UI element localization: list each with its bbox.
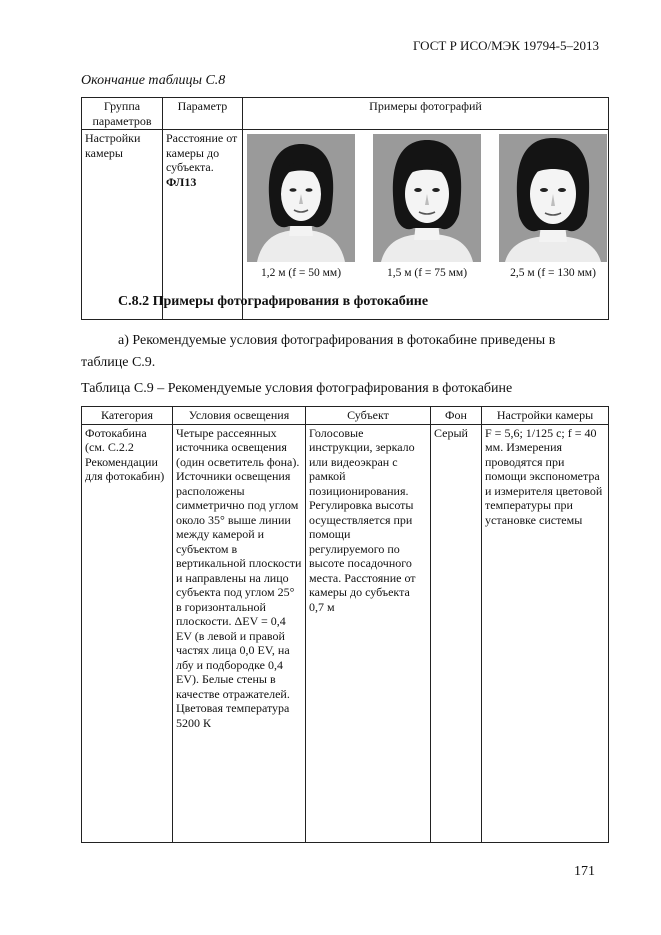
paragraph-a-line1: а) Рекомендуемые условия фотографирования в фотокабине приведены в: [118, 333, 556, 348]
table-c8-caption: Окончание таблицы С.8: [81, 73, 226, 88]
portrait-photo-2: [373, 134, 481, 262]
cell-photos: [243, 130, 609, 320]
photo-example-3: [499, 134, 607, 281]
cell-lighting: Четыре рассеянных источника освещения (один осветитель фона). Источники освещения расположены симметрично под углом около 35° выше линии между камерой и субъектом в вертикальной плоскости и направлены на лицо субъекта под углом 25° в горизонтальной плоскости. ΔEV = 0,4 EV (в левой и правой частях лица 0,0 EV, на лбу и подбородке 0,4 EV). Белые стены в качестве отражателей. Цветовая температура 5200 К: [173, 424, 306, 842]
table-header-subject: Субъект: [306, 407, 431, 425]
parameter-code: ФЛ13: [166, 174, 197, 189]
cell-group: Настройки камеры: [82, 130, 163, 320]
table-header-group: Группа параметров: [82, 98, 163, 130]
document-header: ГОСТ Р ИСО/МЭК 19794-5–2013: [412, 38, 599, 53]
page-number: 171: [574, 864, 595, 879]
table-header-examples: Примеры фотографий: [243, 98, 609, 130]
cell-category: Фотокабина (см. С.2.2 Рекомендации для фотокабин): [82, 424, 173, 842]
cell-camera-settings: F = 5,6; 1/125 с; f = 40 мм. Измерения проводятся при помощи экспонометра и измерителя цветовой температуры при установке системы: [482, 424, 609, 842]
photo-caption-1: 1,2 м (f = 50 мм): [260, 267, 342, 279]
photo-caption-2: 1,5 м (f = 75 мм): [386, 267, 468, 279]
cell-background: Серый: [431, 424, 482, 842]
portrait-photo-1: [247, 134, 355, 262]
photo-example-1: [247, 134, 355, 281]
table-c9: [81, 406, 609, 843]
table-header-camera-settings: Настройки камеры: [482, 407, 609, 425]
cell-parameter: [163, 130, 243, 320]
photo-example-2: [373, 134, 481, 281]
table-c9-caption: Таблица С.9 – Рекомендуемые условия фотографирования в фотокабине: [81, 381, 513, 396]
paragraph-a-line2: таблице С.9.: [81, 355, 156, 370]
table-header-parameter: Параметр: [163, 98, 243, 130]
table-header-lighting: Условия освещения: [173, 407, 306, 425]
cell-subject: Голосовые инструкции, зеркало или видеоэкран с рамкой позиционирования. Регулировка высоты осуществляется при помощи регулируемого по высоте посадочного места. Расстояние от камеры до субъекта 0,7 м: [306, 424, 431, 842]
table-header-category: Категория: [82, 407, 173, 425]
photo-caption-3: 2,5 м (f = 130 мм): [510, 267, 596, 279]
table-header-background: Фон: [431, 407, 482, 425]
table-c8: [81, 97, 609, 320]
parameter-text: Расстояние от камеры до субъекта.: [166, 131, 238, 174]
portrait-photo-3: [499, 134, 607, 262]
section-title: С.8.2 Примеры фотографирования в фотокабине: [118, 294, 429, 309]
